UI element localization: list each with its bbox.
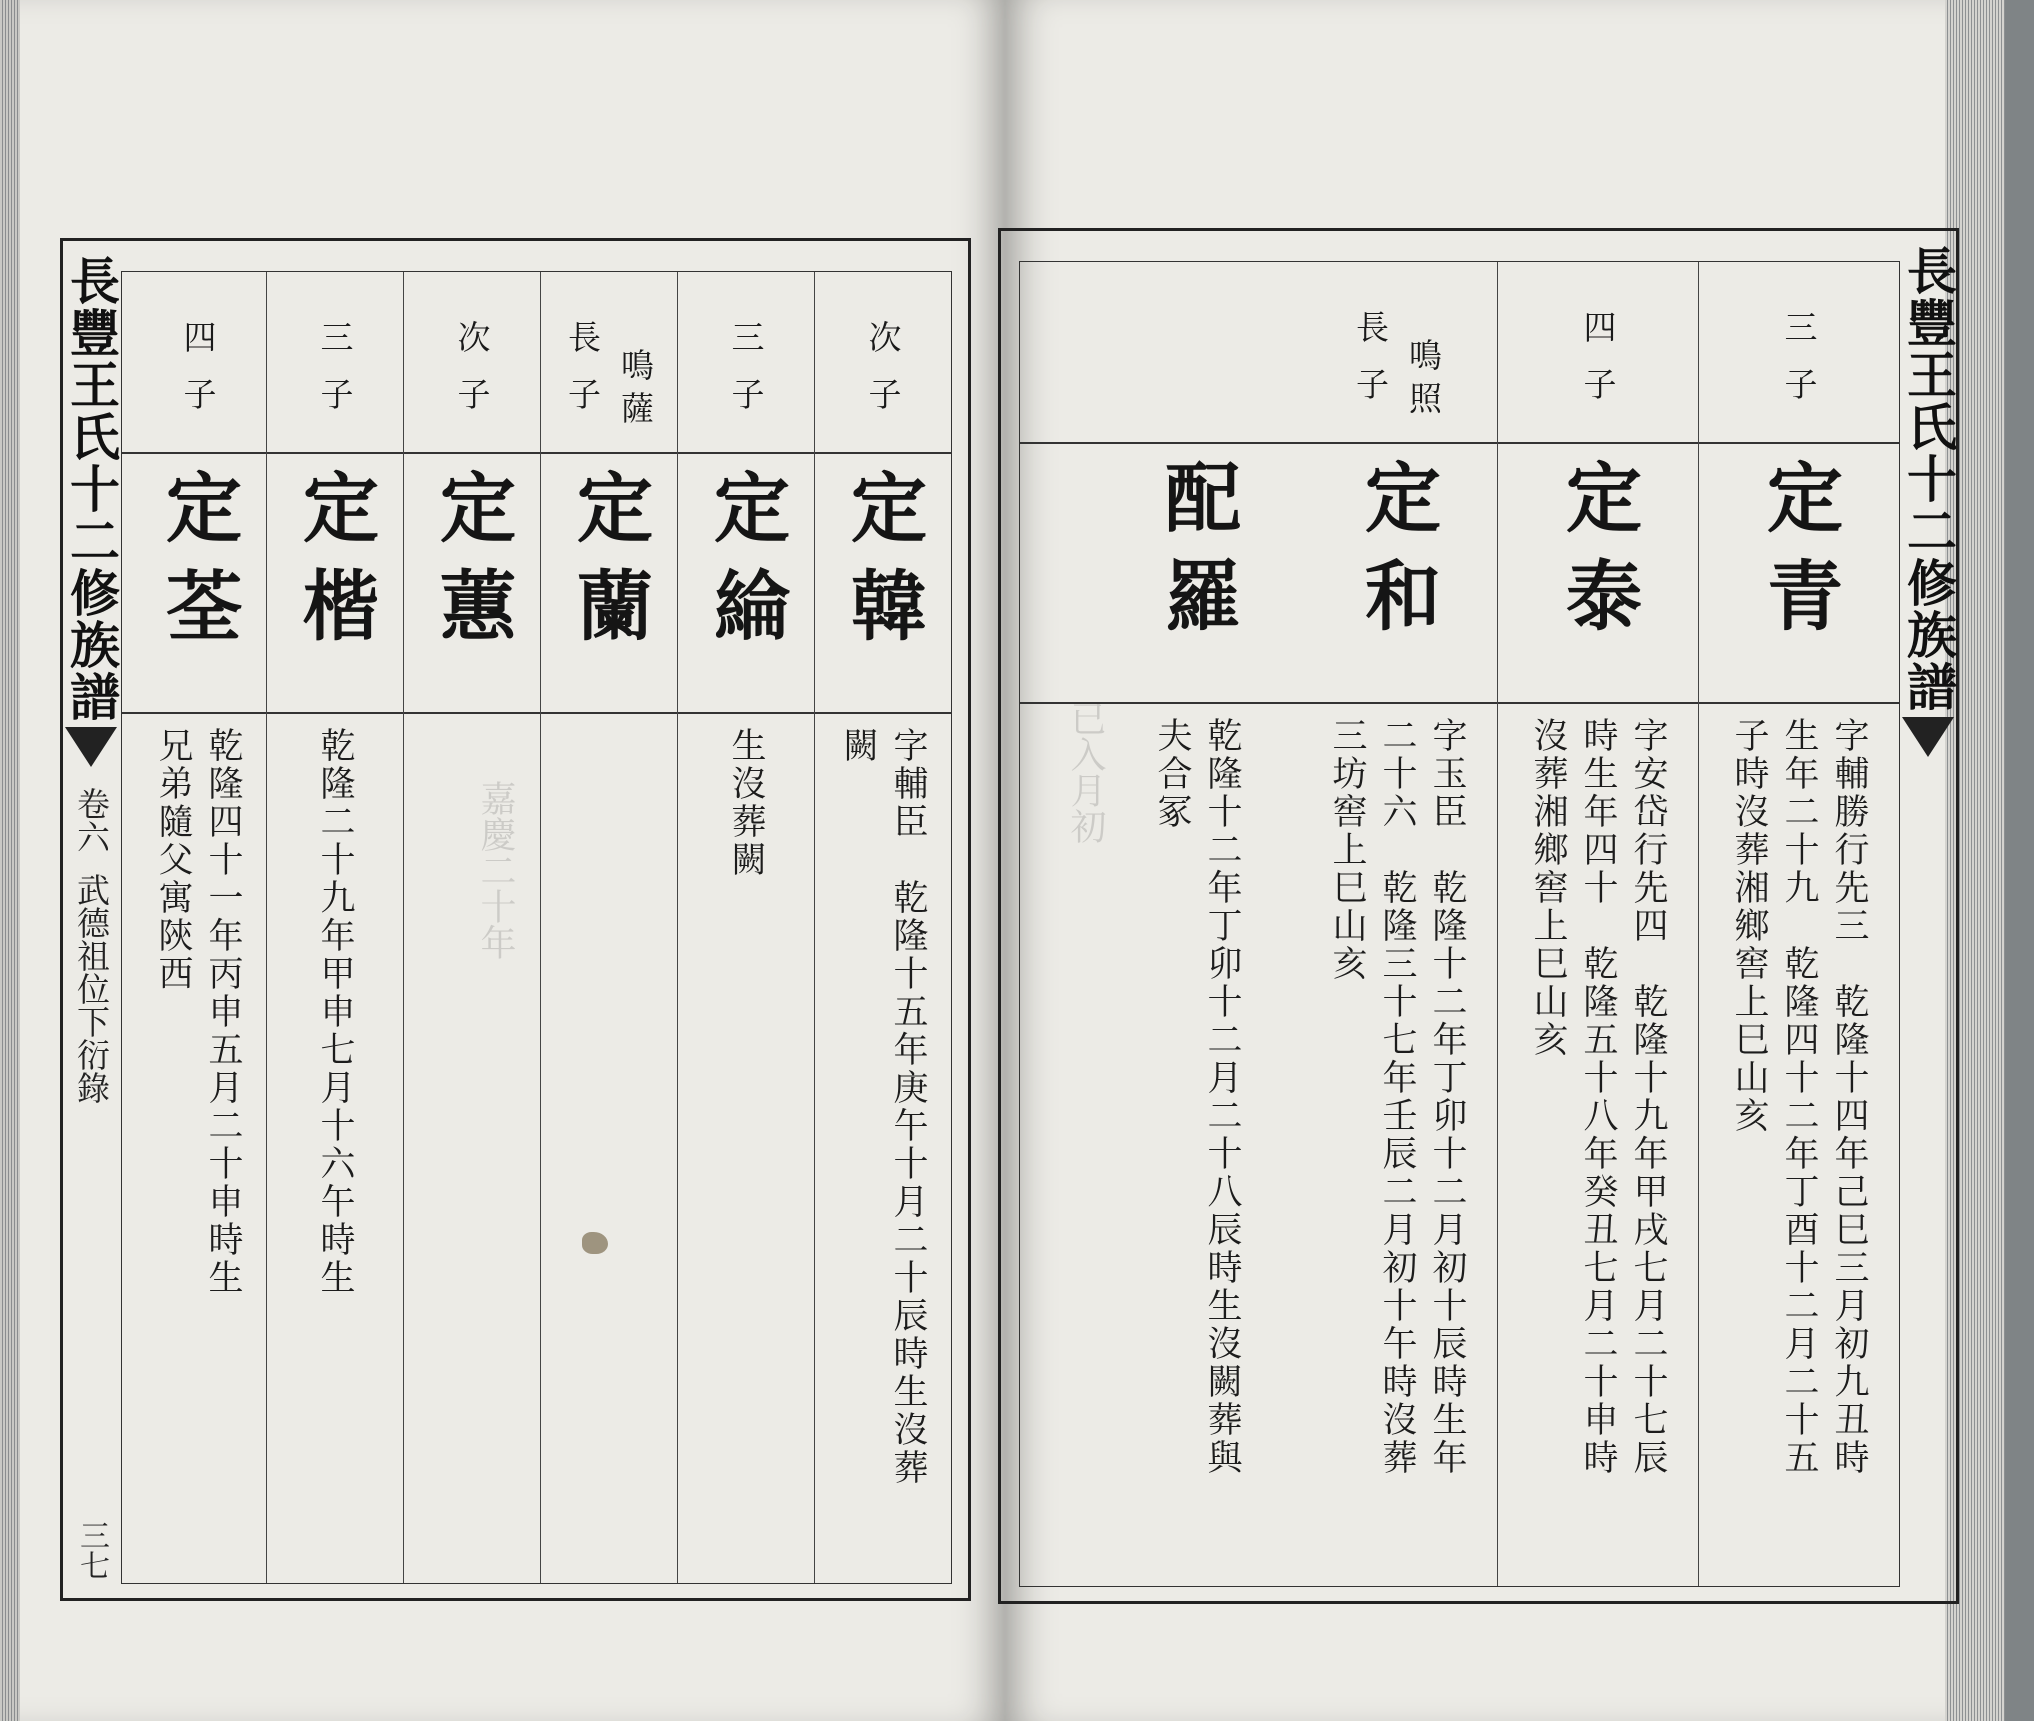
- person-column: [130, 272, 266, 1583]
- left-page-edges: [0, 0, 22, 1721]
- relation-label: 次子: [452, 320, 492, 434]
- page-number: 三七: [74, 1520, 109, 1580]
- book-title: 長豐王氏十二修族譜: [62, 255, 121, 723]
- relation-label: 四子: [178, 320, 218, 434]
- relation-label: 三子: [726, 320, 766, 434]
- bleed-through: 嘉慶二十年: [475, 780, 516, 960]
- bio-line: 子時沒葬湘鄉窖上巳山亥: [1729, 717, 1769, 1135]
- bio-line: 乾隆四十一年丙申五月二十申時生: [203, 727, 243, 1297]
- person-name: 定韓: [838, 468, 928, 664]
- right-person-columns: [1020, 262, 1899, 1586]
- person-column: [1498, 262, 1698, 1586]
- left-page-frame: [60, 238, 971, 1601]
- bio-line: 闕: [838, 727, 878, 765]
- person-name: 定蕙: [427, 468, 517, 664]
- person-column: [404, 272, 540, 1583]
- bio-line: 三坊窖上巳山亥: [1327, 717, 1367, 983]
- right-banner: [1899, 231, 1958, 1601]
- volume-label: 卷六: [72, 787, 111, 853]
- bio-line: 字玉臣 乾隆十二年丁卯十二月初十辰時生年: [1427, 717, 1467, 1477]
- spouse-column: [1097, 262, 1297, 1586]
- paper-stain: [582, 1232, 608, 1254]
- bio-line: 兄弟隨父寓陝西: [153, 727, 193, 993]
- relation-label: 長子: [1351, 310, 1390, 424]
- bio-line: 沒葬湘鄉窖上巳山亥: [1528, 717, 1568, 1059]
- relation-label: 三子: [315, 320, 355, 434]
- relation-label: 三子: [1779, 310, 1819, 424]
- person-name: 定青: [1754, 458, 1844, 654]
- bio-line: 夫合冢: [1152, 717, 1192, 831]
- right-page-frame: [998, 228, 1959, 1604]
- bio-line: 字安岱行先四 乾隆十九年甲戌七月二十七辰: [1628, 717, 1668, 1477]
- bio-line: 乾隆二十九年甲申七月十六午時生: [315, 727, 355, 1297]
- left-person-columns: [122, 272, 951, 1583]
- bio-line: 字輔臣 乾隆十五年庚午十月二十辰時生沒葬: [888, 727, 928, 1487]
- person-name: 定和: [1352, 458, 1442, 654]
- bio-line: 生沒葬闕: [726, 727, 766, 879]
- relation-label: 次子: [863, 320, 903, 434]
- person-name: 定楷: [290, 468, 380, 664]
- bio-line: 生年二十九 乾隆四十二年丁酉十二月二十五: [1779, 717, 1819, 1477]
- book-cover-edge: [2005, 0, 2034, 1721]
- bio-line: 時生年四十 乾隆五十八年癸丑七月二十申時: [1578, 717, 1618, 1477]
- person-column: [1297, 262, 1497, 1586]
- relation-label: 長子: [563, 320, 602, 434]
- fish-tail-mark-icon: [65, 727, 117, 767]
- fish-tail-mark-icon: [1902, 717, 1954, 757]
- right-content-grid: [1019, 261, 1900, 1587]
- person-column: [678, 272, 814, 1583]
- person-name: 定泰: [1553, 458, 1643, 654]
- person-column: [815, 272, 951, 1583]
- father-name: 鳴照: [1404, 338, 1443, 424]
- relation-label: 四子: [1578, 310, 1618, 424]
- bio-line: 字輔勝行先三 乾隆十四年己巳三月初九丑時: [1829, 717, 1869, 1477]
- section-title: 武德祖位下衍錄: [72, 873, 111, 1104]
- person-name: 定綸: [701, 468, 791, 664]
- person-column: [1699, 262, 1899, 1586]
- person-column: [541, 272, 677, 1583]
- spouse-name: 配羅: [1152, 458, 1242, 654]
- bio-line: 乾隆十二年丁卯十二月二十八辰時生沒闕葬與: [1202, 717, 1242, 1477]
- father-name: 鳴薩: [616, 348, 655, 434]
- person-name: 定蘭: [564, 468, 654, 664]
- left-banner: [62, 241, 121, 1598]
- person-name: 定荃: [153, 468, 243, 664]
- person-column: [267, 272, 403, 1583]
- left-content-grid: [121, 271, 952, 1584]
- bio-line: 二十六 乾隆三十七年壬辰二月初十午時沒葬: [1377, 717, 1417, 1477]
- book-title-right: 長豐王氏十二修族譜: [1899, 245, 1958, 713]
- bleed-through: 已入月初: [1065, 700, 1106, 844]
